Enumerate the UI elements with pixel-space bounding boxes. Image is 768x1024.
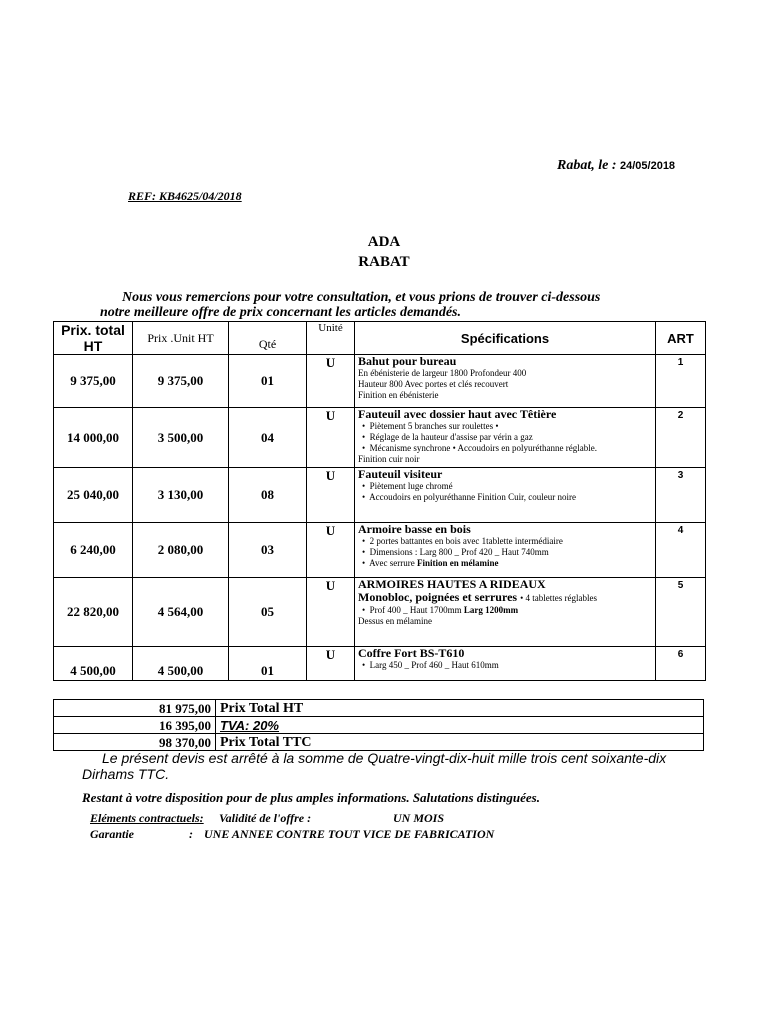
- table-row: [54, 355, 706, 408]
- row-qty: 08: [229, 468, 307, 523]
- spec-title: Bahut pour bureau: [358, 354, 457, 368]
- tva-row: [54, 717, 704, 734]
- total-ttc-row: [54, 734, 704, 751]
- row-unit-price: 9 375,00: [133, 355, 229, 408]
- recipient-city: RABAT: [358, 254, 410, 270]
- row-art: 6: [656, 647, 706, 681]
- tva-label: TVA: 20%: [216, 717, 704, 734]
- row-total: 25 040,00: [54, 468, 133, 523]
- row-unit: U: [307, 578, 355, 647]
- reference: REF: KB4625/04/2018: [128, 189, 242, 203]
- row-total: 9 375,00: [54, 355, 133, 408]
- total-ttc-label: Prix Total TTC: [216, 734, 704, 751]
- spec-bullet: • Piètement 5 branches sur roulettes •: [362, 421, 499, 431]
- city-label: Rabat, le :: [557, 158, 617, 173]
- row-total: 14 000,00: [54, 408, 133, 468]
- spec-bullet: • Avec serrure Finition en mélamine: [362, 558, 499, 568]
- row-unit: U: [307, 468, 355, 523]
- total-ht-row: [54, 700, 704, 717]
- header-total: Prix. total HT: [54, 322, 133, 355]
- header-specs: Spécifications: [355, 322, 656, 355]
- table-row: [54, 523, 706, 578]
- header-art: ART: [656, 322, 706, 355]
- row-unit: U: [307, 408, 355, 468]
- warranty-value: UNE ANNEE CONTRE TOUT VICE DE FABRICATION: [204, 827, 495, 841]
- spec-bullet: • Mécanisme synchrone • Accoudoirs en polyuréthanne réglable.: [362, 443, 597, 453]
- row-specs: [355, 578, 656, 647]
- amount-line-2: Dirhams TTC.: [82, 766, 170, 782]
- spec-subtitle: Monobloc, poignées et serrures • 4 tablettes réglables: [358, 590, 597, 604]
- row-unit-price: 4 564,00: [133, 578, 229, 647]
- totals-table: [53, 699, 704, 751]
- date: 24/05/2018: [620, 160, 676, 172]
- row-specs: [355, 523, 656, 578]
- table-header-row: [54, 322, 706, 355]
- table-row: [54, 468, 706, 523]
- validity-label: Validité de l'offre :: [219, 811, 312, 825]
- warranty-separator: :: [189, 827, 193, 841]
- contract-label: Eléments contractuels:: [90, 811, 204, 825]
- table-row: [54, 647, 706, 681]
- row-unit-price: 2 080,00: [133, 523, 229, 578]
- spec-title: Fauteuil visiteur: [358, 467, 443, 481]
- row-qty: 03: [229, 523, 307, 578]
- validity-value: UN MOIS: [393, 811, 445, 825]
- spec-title: ARMOIRES HAUTES A RIDEAUX: [358, 577, 546, 591]
- row-art: 2: [656, 408, 706, 468]
- warranty-line: [90, 827, 494, 842]
- spec-bullet: • Larg 450 _ Prof 460 _ Haut 610mm: [362, 660, 499, 670]
- closing-thanks: Restant à votre disposition pour de plus amples informations. Salutations distinguées.: [82, 790, 540, 805]
- total-ht-label: Prix Total HT: [216, 700, 704, 717]
- row-qty: 04: [229, 408, 307, 468]
- row-qty: 05: [229, 578, 307, 647]
- spec-bullet: • Dimensions : Larg 800 _ Prof 420 _ Haut 740mm: [362, 547, 549, 557]
- spec-bullet: • 2 portes battantes en bois avec 1tablette intermédiaire: [362, 536, 563, 546]
- row-art: 4: [656, 523, 706, 578]
- spec-title: Coffre Fort BS-T610: [358, 646, 465, 660]
- header-unit: Unité: [307, 322, 355, 355]
- row-unit-price: 4 500,00: [133, 647, 229, 681]
- row-specs: [355, 355, 656, 408]
- row-specs: [355, 468, 656, 523]
- spec-line: Finition en ébénisterie: [358, 390, 439, 400]
- row-art: 5: [656, 578, 706, 647]
- spec-line: Dessus en mélamine: [358, 616, 432, 626]
- table-row: [54, 578, 706, 647]
- total-ttc-value: 98 370,00: [54, 734, 216, 751]
- tva-value: 16 395,00: [54, 717, 216, 734]
- row-art: 1: [656, 355, 706, 408]
- spec-bullet: • Accoudoirs en polyuréthanne Finition Cuir, couleur noire: [362, 492, 576, 502]
- row-art: 3: [656, 468, 706, 523]
- total-ht-value: 81 975,00: [54, 700, 216, 717]
- header-unit-price: Prix .Unit HT: [133, 322, 229, 355]
- date-line: [557, 158, 675, 174]
- spec-bullet: • Piètement luge chromé: [362, 481, 453, 491]
- spec-title: Armoire basse en bois: [358, 522, 471, 536]
- row-unit: U: [307, 523, 355, 578]
- spec-bullet: • Réglage de la hauteur d'assise par vérin a gaz: [362, 432, 533, 442]
- row-unit-price: 3 500,00: [133, 408, 229, 468]
- intro-line-1: Nous vous remercions pour votre consultation, et vous prions de trouver ci-dessous: [122, 290, 601, 305]
- row-unit: U: [307, 355, 355, 408]
- row-unit-price: 3 130,00: [133, 468, 229, 523]
- intro-text: [100, 290, 660, 320]
- row-specs: [355, 647, 656, 681]
- row-total: 6 240,00: [54, 523, 133, 578]
- spec-line: En ébénisterie de largeur 1800 Profondeur 400: [358, 368, 527, 378]
- warranty-label: Garantie: [90, 827, 135, 841]
- spec-bullet: • Prof 400 _ Haut 1700mm Larg 1200mm: [362, 605, 519, 615]
- row-total: 4 500,00: [54, 647, 133, 681]
- spec-line: Hauteur 800 Avec portes et clés recouvert: [358, 379, 509, 389]
- spec-title: Fauteuil avec dossier haut avec Têtière: [358, 407, 557, 421]
- table-row: [54, 408, 706, 468]
- amount-line-1: Le présent devis est arrêté à la somme de Quatre-vingt-dix-huit mille trois cent soixante-dix: [102, 750, 667, 766]
- spec-line: Finition cuir noir: [358, 454, 420, 464]
- row-total: 22 820,00: [54, 578, 133, 647]
- row-qty: 01: [229, 355, 307, 408]
- intro-line-2: notre meilleure offre de prix concernant les articles demandés.: [100, 305, 461, 320]
- contract-line: [90, 811, 444, 826]
- row-unit: U: [307, 647, 355, 681]
- recipient-name: ADA: [367, 234, 401, 250]
- quote-table: [53, 321, 706, 681]
- amount-in-words: [82, 750, 702, 782]
- row-qty: 01: [229, 647, 307, 681]
- header-qty: Qté: [229, 322, 307, 355]
- row-specs: [355, 408, 656, 468]
